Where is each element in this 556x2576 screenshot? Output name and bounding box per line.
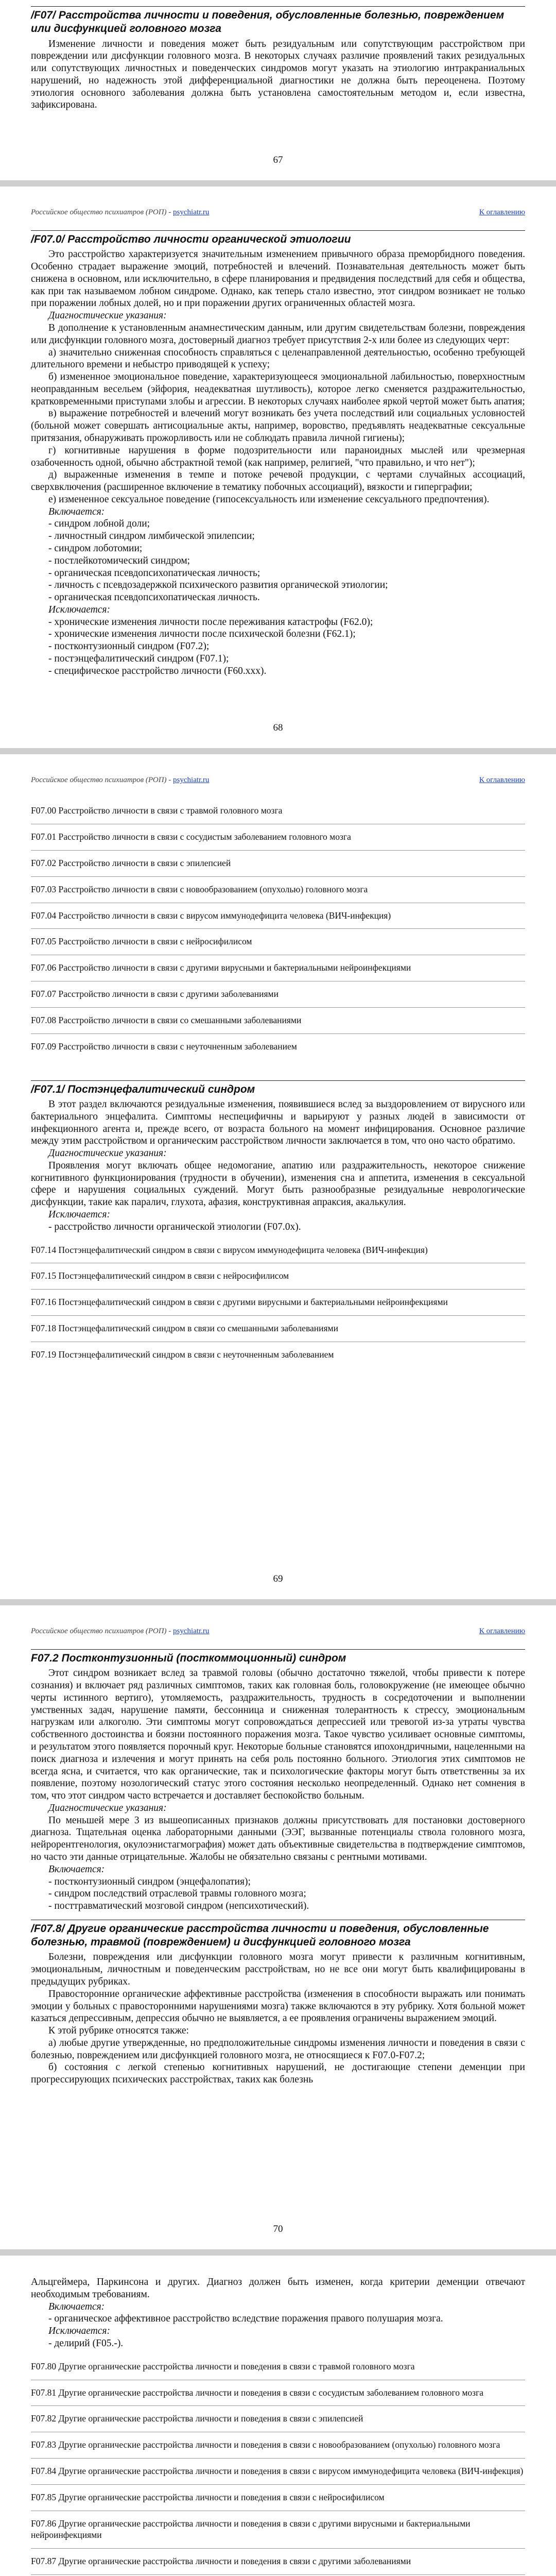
running-head [31, 187, 525, 217]
code-entry: F07.04 Расстройство личности в связи с вирусом иммунодефицита человека (ВИЧ-инфекция) [31, 903, 525, 929]
subheading: Включается: [48, 2301, 105, 2312]
subheading: Включается: [48, 1863, 105, 1875]
subheading: Исключается: [48, 1209, 110, 1221]
toc-link[interactable]: К оглавлению [479, 208, 525, 216]
code-list [31, 798, 525, 1060]
paragraph: В дополнение к установленным анамнестическим данным, или другим свидетельствам болезни, повреждения или дисфункции головного мозга, достоверный диагноз требует присутствия 2-х или более из следующих черт: [31, 322, 525, 346]
paragraph: а) любые другие утвержденные, но предположительные синдромы изменения личности и поведения в связи с болезнью, повреждением или дисфункцией головного мозга, не относящиеся к F07.0-F07.2; [31, 2037, 525, 2061]
running-head-left: Российское общество психиатров (РОП) - [31, 1627, 171, 1635]
code-entry: F07.06 Расстройство личности в связи с другими вирусными и бактериальными нейроинфекциями [31, 955, 525, 981]
includes-list [31, 518, 525, 603]
section-body [31, 38, 525, 112]
subheading: Включается: [48, 506, 105, 517]
paragraph: Этот синдром возникает вслед за травмой головы (обычно достаточно тяжелой, чтобы привести к потере сознания) и включает ряд различных симптомов, таких как головная боль, головокружение (не имеющее обычно черты истинного вертиго), утомляемость, раздражительность, трудность в сосредоточении и выполнении умственных задач, нарушение памяти, бессонница и сниженная толерантность к стрессу, эмоциональным нагрузкам или алкоголю. Эти симптомы могут сопровождаться депрессией или тревогой из-за утраты чувства собственного достоинства и боязни постоянного поражения мозга. Такое чувство усиливает основные симптомы, и результатом этого появляется порочный круг. Некоторые больные становятся ипохондричными, нацеленными на поиск диагноза и излечения и могут принять на себя роль постоянно больного. Этиология этих симптомов не всегда ясна, и считается, что как органические, так и психологические факторы могут быть ответственны за их появление, поэтому нозологический статус этого состояния несколько неопределенный. Однако нет сомнения в том, что этот синдром часто встречается и доставляет беспокойство больным. [31, 1668, 525, 1802]
list-item: - органическое аффективное расстройство вследствие поражения правого полушария мозга. [48, 2313, 443, 2325]
list-item: - органическая псевдопсихопатическая личность; [48, 567, 260, 579]
paragraph: е) измененное сексуальное поведение (гипосексуальность или изменение сексуального предпочтения). [48, 494, 490, 505]
list-item: - хронические изменения личности после психической болезни (F62.1); [48, 629, 356, 640]
list-item: - расстройство личности органической этиологии (F07.0x). [48, 1221, 301, 1232]
code-entry: F07.03 Расстройство личности в связи с новообразованием (опухолью) головного мозга [31, 876, 525, 903]
paragraph: Проявления могут включать общее недомогание, апатию или раздражительность, некоторое снижение когнитивного функционирования (трудности в обучении), изменения сна и аппетита, изменения в сексуальной сфере и нарушения социальных суждений. Могут быть разнообразные резидуальные неврологические дисфункции, такие как паралич, глухота, афазия, конструктивная апраксия, акалькулия. [31, 1160, 525, 1208]
code-entry: F07.08 Расстройство личности в связи со смешанными заболеваниями [31, 1007, 525, 1033]
section-heading-f07: /F07/ Расстройства личности и поведения, обусловленные болезнью, повреждением или дисфункцией головного мозга [31, 6, 525, 36]
paragraph: Это расстройство характеризуется значительным изменением привычного образа преморбидного поведения. Особенно страдает выражение эмоций, потребностей и влечений. Познавательная деятельность может быть снижена в основном, или исключительно, в сфере планирования и предвидения последствий для себя и общества, как при так называемом лобном синдроме. Однако, как теперь стало известно, этот синдром возникает не только при поражении лобных долей, но и при поражении других ограниченных областей мозга. [31, 249, 525, 309]
includes-list [31, 1876, 525, 1912]
code-entry: F07.81 Другие органические расстройства личности и поведения в связи с сосудистым заболеванием головного мозга [31, 2380, 525, 2406]
paragraph: б) измененное эмоциональное поведение, характеризующееся эмоциональной лабильностью, поверхностным неоправданным весельем (эйфория, неадекватная шутливость), которое легко сменяется раздражительностью, кратковременными приступами злобы и агрессии. В некоторых случаях наиболее яркой чертой может быть апатия; [31, 371, 525, 407]
section-body [31, 248, 525, 518]
page-70 [0, 1605, 556, 2249]
code-entry: F07.80 Другие органические расстройства личности и поведения в связи с травмой головного мозга [31, 2361, 415, 2371]
section-heading-f07-1: /F07.1/ Постэнцефалитический синдром [31, 1080, 525, 1096]
subheading: Диагностические указания: [48, 1802, 167, 1814]
code-entry: F07.00 Расстройство личности в связи с травмой головного мозга [31, 805, 283, 816]
code-entry: F07.86 Другие органические расстройства личности и поведения в связи с другими вирусными и бактериальными нейроинфекциями [31, 2511, 525, 2548]
section-body [31, 1098, 525, 1221]
code-entry [31, 2574, 525, 2576]
section-heading-f07-2: F07.2 Постконтузионный (посткоммоционный) синдром [31, 1649, 525, 1665]
paragraph: Правосторонние органические аффективные расстройства (изменения в способности выражать или понимать эмоции у больных с правосторонними нарушениями мозга) также включаются в эту рубрику. Хотя больной может казаться депрессивным, депрессия обычно не выявляется, а ее проявления ограничены выражением эмоций. [31, 1988, 525, 2024]
code-entry: F07.05 Расстройство личности в связи с нейросифилисом [31, 928, 525, 955]
subheading: Диагностические указания: [48, 1148, 167, 1159]
list-item: - постконтузионный синдром (энцефалопатия); [48, 1876, 251, 1887]
site-link[interactable]: psychiatr.ru [173, 1627, 210, 1635]
excludes-list [31, 616, 525, 677]
toc-link[interactable]: К оглавлению [479, 1627, 525, 1635]
code-entry: F07.83 Другие органические расстройства личности и поведения в связи с новообразованием (опухолью) головного мозга [31, 2432, 525, 2458]
code-entry: F07.01 Расстройство личности в связи с сосудистым заболеванием головного мозга [31, 824, 525, 850]
paragraph: Альцгеймера, Паркинсона и других. Диагноз должен быть изменен, когда критерии деменции отвечают необходимым требованиям. [31, 2277, 525, 2300]
list-item: - синдром лоботомии; [48, 543, 143, 554]
page-68 [0, 187, 556, 748]
paragraph: б) состояния с легкой степенью когнитивных нарушений, не достигающие степени деменции при прогрессирующих психических расстройствах, таких как болезнь [31, 2062, 525, 2086]
list-item: - личностный синдром лимбической эпилепсии; [48, 531, 255, 542]
code-list [31, 2354, 525, 2576]
list-item: - специфическое расстройство личности (F60.xxx). [48, 665, 267, 676]
section-body [31, 2276, 525, 2313]
list-item: - хронические изменения личности после переживания катастрофы (F62.0); [48, 616, 373, 628]
list-item: - посттравматический мозговой синдром (непсихотический). [48, 1901, 309, 1912]
page-number: 70 [273, 2224, 283, 2234]
paragraph: а) значительно сниженная способность справляться с целенаправленной деятельностью, особенно требующей длительного времени и небыстро приводящей к успеху; [31, 347, 525, 370]
code-entry: F07.02 Расстройство личности в связи с эпилепсией [31, 850, 525, 876]
page-number: 69 [273, 1573, 283, 1584]
section-heading-f07-8: /F07.8/ Другие органические расстройства личности и поведения, обусловленные болезнью, травмой (повреждением) и дисфункцией головного мозга [31, 1920, 525, 1950]
running-head [31, 754, 525, 785]
paragraph: в) выражение потребностей и влечений могут возникать без учета последствий или социальных условностей (больной может совершать антисоциальные акты, например, воровство, предъявлять неадекватные сексуальные притязания, обнаруживать прожорливость или не соблюдать правила личной гигиены); [31, 408, 525, 444]
page-67 [0, 0, 556, 180]
page-number: 68 [273, 722, 283, 733]
code-entry: F07.14 Постэнцефалитический синдром в связи с вирусом иммунодефицита человека (ВИЧ-инфекция) [31, 1244, 428, 1255]
subheading: Диагностические указания: [48, 310, 167, 321]
code-entry: F07.82 Другие органические расстройства личности и поведения в связи с эпилепсией [31, 2405, 525, 2432]
code-entry: F07.16 Постэнцефалитический синдром в связи с другими вирусными и бактериальными нейроинфекциями [31, 1289, 525, 1315]
running-head-left: Российское общество психиатров (РОП) - [31, 208, 171, 216]
list-item: - органическая псевдопсихопатическая личность. [48, 592, 260, 603]
code-entry: F07.84 Другие органические расстройства личности и поведения в связи с вирусом иммунодефицита человека (ВИЧ-инфекция) [31, 2458, 525, 2484]
list-item: - постконтузионный синдром (F07.2); [48, 641, 210, 652]
list-item: - личность с псевдозадержкой психического развития органической этиологии; [48, 580, 388, 591]
running-head-left: Российское общество психиатров (РОП) - [31, 776, 171, 784]
page-number: 67 [273, 155, 283, 165]
paragraph: Изменение личности и поведения может быть резидуальным или сопутствующим расстройством при повреждении или дисфункции головного мозга. В некоторых случаях различие проявлений таких резидуальных или сопутствующих личностных и поведенческих синдромов могут указать на этиологию интракраниальных нарушений, но надежность этой дифференциальной диагностики не должна быть переоценена. Поэтому этиология основного заболевания должна быть установлена самостоятельным методом и, если известна, зафиксирована. [31, 38, 525, 111]
list-item: - постэнцефалитический синдром (F07.1); [48, 653, 229, 665]
code-list [31, 1238, 525, 1368]
section-body [31, 1951, 525, 2086]
list-item: - синдром лобной доли; [48, 518, 150, 530]
list-item: - делирий (F05.-). [48, 2337, 124, 2349]
running-head [31, 1605, 525, 1636]
section-body [31, 1667, 525, 1875]
paragraph: По меньшей мере 3 из вышеописанных признаков должны присутствовать для постановки достоверного диагноза. Тщательная оценка лабораторными данными (ЭЭГ, вызванные потенциалы ствола головного мозга, нейрорентгенология, окулоэнистагмография) может дать объективные свидетельства в подтверждение симптомов, но часто эти данные отрицательные. Жалобы не обязательно связаны с рентными мотивами. [31, 1815, 525, 1862]
code-entry: F07.07 Расстройство личности в связи с другими заболеваниями [31, 981, 525, 1007]
excludes-label: Исключается: [48, 2326, 110, 2337]
code-entry: F07.15 Постэнцефалитический синдром в связи с нейросифилисом [31, 1263, 525, 1289]
code-entry: F07.87 Другие органические расстройства личности и поведения в связи с другими заболеваниями [31, 2548, 525, 2574]
paragraph: К этой рубрике относятся также: [48, 2025, 189, 2037]
excludes-list [31, 1221, 525, 1233]
list-item: - постлейкотомический синдром; [48, 555, 190, 566]
code-entry: F07.85 Другие органические расстройства личности и поведения в связи с нейросифилисом [31, 2484, 525, 2511]
excludes-list [31, 2337, 525, 2350]
code-entry: F07.19 Постэнцефалитический синдром в связи с неуточненным заболеванием [31, 1342, 525, 1368]
excludes-label: Исключается: [48, 604, 110, 615]
toc-link[interactable]: К оглавлению [479, 776, 525, 784]
paragraph: Болезни, повреждения или дисфункции головного мозга могут привести к различным когнитивным, эмоциональным, личностным и поведенческим расстройствам, но не все они могут быть квалифицированы в предыдущих рубриках. [31, 1952, 525, 1987]
section-heading-f07-0: /F07.0/ Расстройство личности органической этиологии [31, 230, 525, 246]
list-item: - синдром последствий отраслевой травмы головного мозга; [48, 1888, 306, 1900]
paragraph: В этот раздел включаются резидуальные изменения, появившиеся вслед за выздоровлением от вирусного или бактериального энцефалита. Симптомы неспецифичны и варьируют у разных людей в зависимости от инфекционного агента и, прежде всего, от возраста больного на момент инфицирования. Основное различие между этим расстройством и органическим расстройством личности заключается в том, что оно часто обратимо. [31, 1099, 525, 1147]
site-link[interactable]: psychiatr.ru [173, 208, 210, 216]
code-entry: F07.09 Расстройство личности в связи с неуточненным заболеванием [31, 1033, 525, 1060]
paragraph: д) выраженные изменения в темпе и потоке речевой продукции, с чертами случайных ассоциаций, сверхвключения (расширенное включение в тематику побочных ассоциаций), вязкости и гиперграфии; [31, 469, 525, 493]
includes-list [31, 2313, 525, 2325]
code-entry: F07.18 Постэнцефалитический синдром в связи со смешанными заболеваниями [31, 1315, 525, 1342]
page-71 [0, 2256, 556, 2576]
paragraph: г) когнитивные нарушения в форме подозрительности или параноидных мыслей или чрезмерная озабоченность одной, обычно абстрактной темой (как например, религией, "что правильно, и что нет"); [31, 445, 525, 468]
site-link[interactable]: psychiatr.ru [173, 776, 210, 784]
page-69 [0, 754, 556, 1599]
